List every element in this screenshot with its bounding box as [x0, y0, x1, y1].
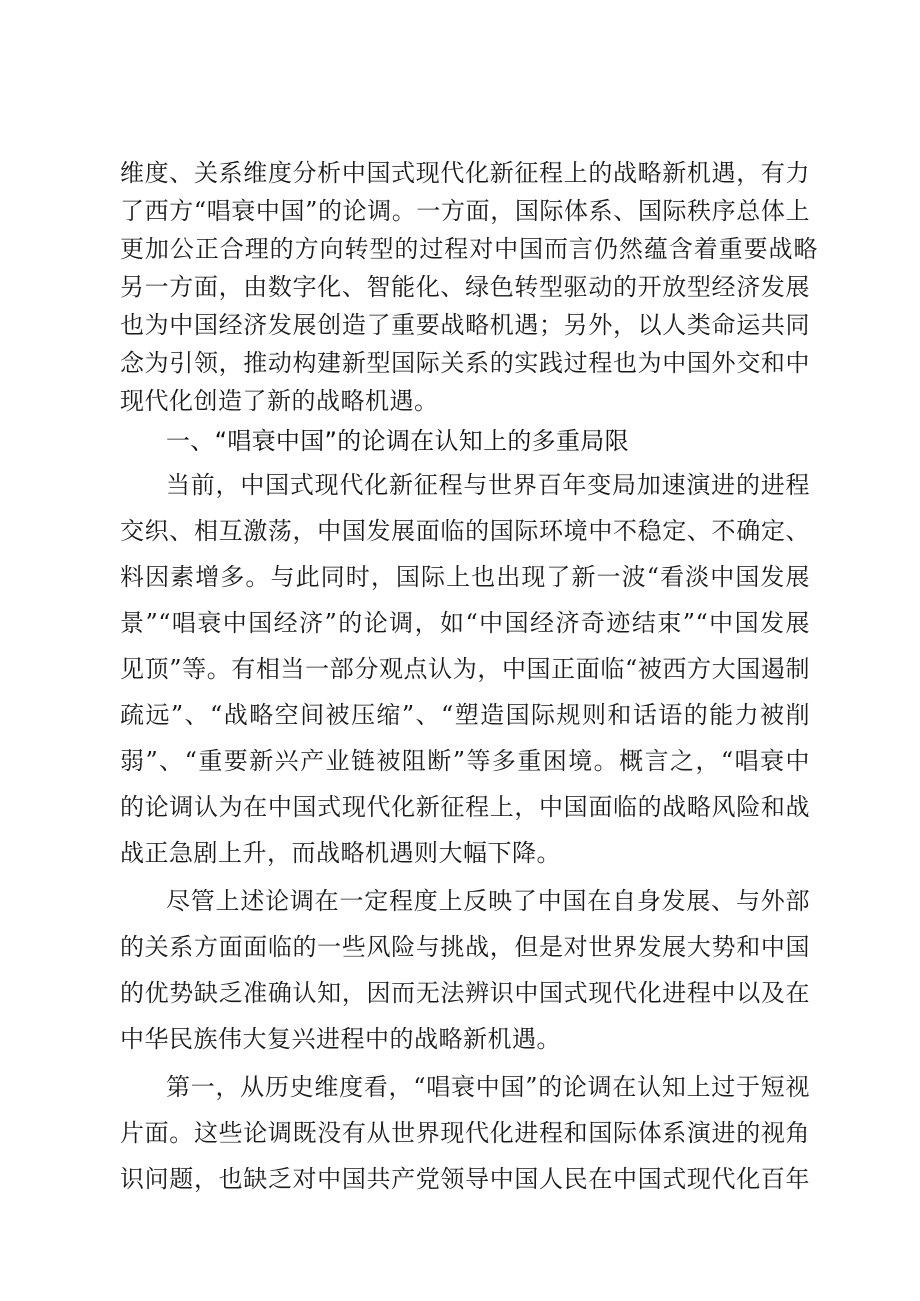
paragraph1-line-7: 弱”、“重要新兴产业链被阻断”等多重困境。概言之，“唱衰中 [120, 747, 810, 775]
intro-line-6: 念为引领，推动构建新型国际关系的实践过程也为中国外交和中 [120, 349, 810, 377]
paragraph2-line-4: 中华民族伟大复兴进程中的战略新机遇。 [120, 1025, 561, 1053]
intro-line-7: 现代化创造了新的战略机遇。 [120, 387, 439, 415]
paragraph1-line-4: 景”“唱衰中国经济”的论调，如“中国经济奇迹结束”“中国发展 [120, 609, 810, 637]
intro-line-5: 也为中国经济发展创造了重要战略机遇；另外，以人类命运共同 [120, 311, 810, 339]
section-heading: 一、“唱衰中国”的论调在认知上的多重局限 [166, 427, 629, 455]
paragraph2-line-2: 的关系方面面临的一些风险与挑战，但是对世界发展大势和中国 [120, 933, 810, 961]
paragraph2-line-3: 的优势缺乏准确认知，因而无法辨识中国式现代化进程中以及在 [120, 979, 810, 1007]
paragraph1-line-5: 见顶”等。有相当一部分观点认为，中国正面临“被西方大国遏制 [120, 655, 810, 683]
intro-line-2: 了西方“唱衰中国”的论调。一方面，国际体系、国际秩序总体上 [120, 197, 810, 225]
paragraph3-line-1: 第一，从历史维度看，“唱衰中国”的论调在认知上过于短视 [166, 1073, 810, 1101]
paragraph1-line-1: 当前，中国式现代化新征程与世界百年变局加速演进的进程 [166, 471, 810, 499]
paragraph1-line-8: 的论调认为在中国式现代化新征程上，中国面临的战略风险和战 [120, 793, 810, 821]
paragraph1-line-6: 疏远”、“战略空间被压缩”、“塑造国际规则和话语的能力被削 [120, 701, 810, 729]
paragraph1-line-2: 交织、相互激荡，中国发展面临的国际环境中不稳定、不确定、 [120, 517, 810, 545]
intro-line-4: 另一方面，由数字化、智能化、绿色转型驱动的开放型经济发展 [120, 273, 810, 301]
paragraph1-line-3: 料因素增多。与此同时，国际上也出现了新一波“看淡中国发展 [120, 563, 810, 591]
intro-line-1: 维度、关系维度分析中国式现代化新征程上的战略新机遇，有力 [120, 159, 810, 187]
paragraph3-line-2: 片面。这些论调既没有从世界现代化进程和国际体系演进的视角 [120, 1119, 810, 1147]
paragraph3-line-3: 识问题，也缺乏对中国共产党领导中国人民在中国式现代化百年 [120, 1165, 810, 1193]
intro-line-3: 更加公正合理的方向转型的过程对中国而言仍然蕴含着重要战略 [120, 235, 818, 263]
paragraph2-line-1: 尽管上述论调在一定程度上反映了中国在自身发展、与外部 [166, 887, 810, 915]
paragraph1-line-9: 战正急剧上升，而战略机遇则大幅下降。 [120, 839, 561, 867]
